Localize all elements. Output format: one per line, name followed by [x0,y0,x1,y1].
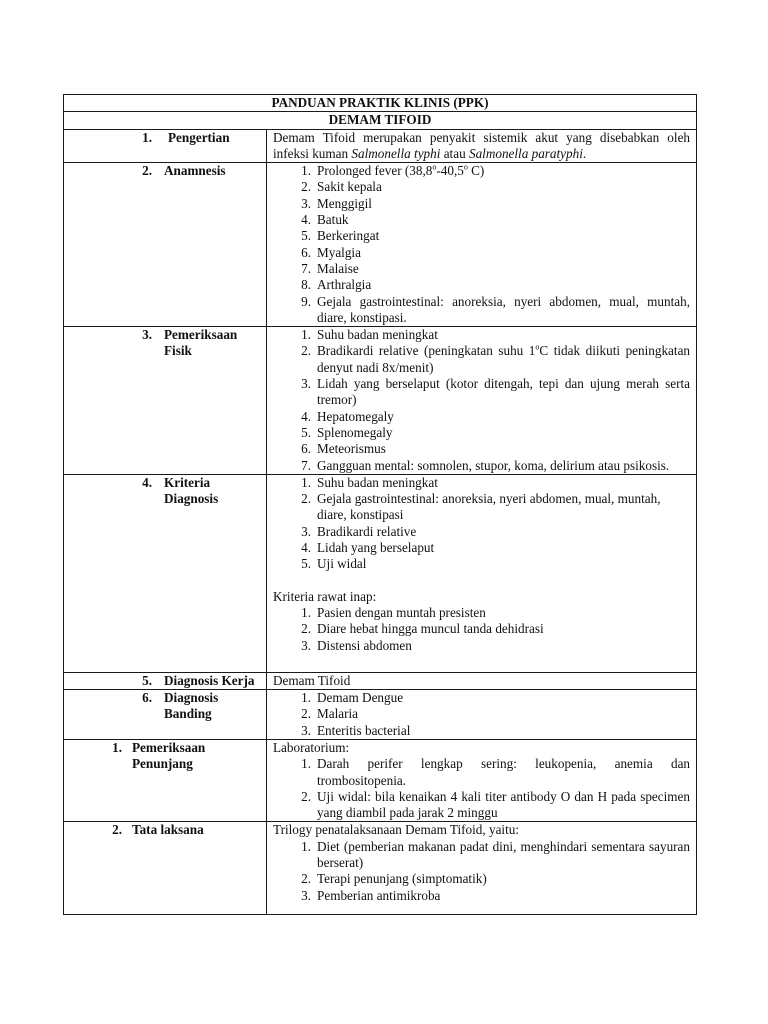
trilogy-intro: Trilogy penatalaksanaan Demam Tifoid, yaitu: [273,822,520,838]
row-pemeriksaan-fisik [64,327,697,475]
anamnesis-list [273,163,690,326]
label-cell-penunjang [64,739,267,821]
content-kriteria [267,474,697,672]
subtitle-row [64,112,697,129]
list-item: 1. Suhu badan meningkat [301,327,438,343]
label-cell-kerja [64,672,267,689]
content-fisik [267,327,697,475]
list-item: 2. Bradikardi relative (peningkatan suhu 1$^o$C tidak diikuti peningkatan denyut nadi 8x/menit) [301,343,691,375]
row-pemeriksaan-penunjang [64,739,697,821]
list-item: 2. Terapi penunjang (simptomatik) [301,871,487,887]
row-diagnosis-kerja [64,672,697,689]
content-tatalaksana [267,822,697,915]
list-item: 3. Lidah yang berselaput (kotor ditengah, tepi dan ujung merah serta tremor) [301,376,691,408]
kriteria-list [273,475,690,573]
section-label-pengertian: Pengertian [168,129,230,145]
list-item: 8. Arthralgia [301,277,372,293]
label-cell-fisik [64,327,267,475]
list-item: 3. Pemberian antimikroba [301,887,441,903]
section-label-kerja: Diagnosis Kerja [164,672,255,688]
label-cell-pengertian [64,129,267,163]
document-subtitle: DEMAM TIFOID [64,112,697,129]
section-number: 6. [142,690,152,706]
list-item: 1. Diet (pemberian makanan padat dini, menghindari sementara sayuran berserat) [301,838,691,871]
section-number: 4. [142,474,152,490]
content-banding [267,690,697,740]
label-cell-banding [64,690,267,740]
list-item: 3. Menggigil [301,195,372,211]
section-label-anamnesis: Anamnesis [164,163,226,179]
list-item: 5. Uji widal [301,556,367,572]
list-item: 2. Gejala gastrointestinal: anoreksia, nyeri abdomen, mual, muntah, diare, konstipasi [301,491,661,523]
section-label-tatalaksana: Tata laksana [132,822,204,838]
tatalaksana-list [273,839,690,904]
section-number: 2. [142,163,152,179]
definition-text: . [582,145,587,161]
list-item: 3. Bradikardi relative [301,523,417,539]
list-item: 4. Batuk [301,212,349,228]
list-item: 1. Demam Dengue [301,690,404,706]
banding-list [273,690,690,739]
list-item: 7. Gangguan mental: somnolen, stupor, koma, delirium atau psikosis. [301,457,670,473]
section-number: 5. [142,672,152,688]
row-anamnesis [64,163,697,327]
section-label-fisik: Pemeriksaan Fisik [164,327,238,359]
list-item: 1. Pasien dengan muntah presisten [301,604,486,620]
list-item: 1. Darah perifer lengkap sering: leukopenia, anemia dan trombositopenia. [301,756,691,788]
list-item: 1. Prolonged fever (38,8$^o$-40,5$^o$ C) [301,162,485,179]
row-pengertian [64,129,697,163]
definition-text: atau [440,145,469,161]
content-pengertian [267,129,697,163]
label-cell-anamnesis [64,163,267,327]
list-item: 9. Gejala gastrointestinal: anoreksia, nyeri abdomen, mual, muntah, diare, konstipasi. [301,293,691,325]
row-diagnosis-banding [64,690,697,740]
organism-name: Salmonella paratyphi [468,145,583,161]
list-item: 4. Lidah yang berselaput [301,540,435,556]
section-number: 3. [142,327,152,343]
list-item: 2. Malaria [301,706,359,722]
organism-name: Salmonella typhi [351,145,441,161]
section-number: 1. [112,739,122,755]
list-item: 6. Meteorismus [301,441,386,457]
label-cell-tatalaksana [64,822,267,915]
section-label-kriteria: Kriteria Diagnosis [164,474,219,507]
rawat-inap-list [273,605,690,654]
list-item: 1. Suhu badan meningkat [301,474,438,490]
row-kriteria-diagnosis [64,474,697,672]
section-label-banding: Diagnosis Banding [164,690,219,722]
list-item: 5. Berkeringat [301,228,380,244]
list-item: 3. Distensi abdomen [301,637,412,653]
row-tata-laksana [64,822,697,915]
list-item: 6. Myalgia [301,244,361,260]
list-item: 2. Uji widal: bila kenaikan 4 kali titer antibody O dan H pada specimen yang diambil pada jarak 2 minggu [301,788,691,821]
content-penunjang [267,739,697,821]
title-row [64,95,697,112]
content-kerja: Demam Tifoid [267,672,697,689]
label-cell-kriteria [64,474,267,672]
list-item: 7. Malaise [301,260,359,276]
section-label-penunjang: Pemeriksaan Penunjang [132,739,206,772]
rawat-inap-label: Kriteria rawat inap: [273,588,377,604]
definition-text: Demam Tifoid merupakan penyakit sistemik akut yang disebabkan oleh infeksi kuman [273,129,691,161]
list-item: 2. Sakit kepala [301,179,382,195]
list-item: 4. Hepatomegaly [301,408,394,424]
ppk-table [63,94,697,915]
list-item: 2. Diare hebat hingga muncul tanda dehidrasi [301,621,544,637]
list-item: 3. Enteritis bacterial [301,722,411,738]
section-number: 2. [112,822,122,838]
document-title: PANDUAN PRAKTIK KLINIS (PPK) [64,95,697,112]
content-anamnesis [267,163,697,327]
laboratorium-label: Laboratorium: [273,739,350,755]
section-number: 1. [142,129,152,145]
list-item: 5. Splenomegaly [301,424,393,440]
fisik-list [273,327,690,474]
penunjang-list [273,756,690,821]
